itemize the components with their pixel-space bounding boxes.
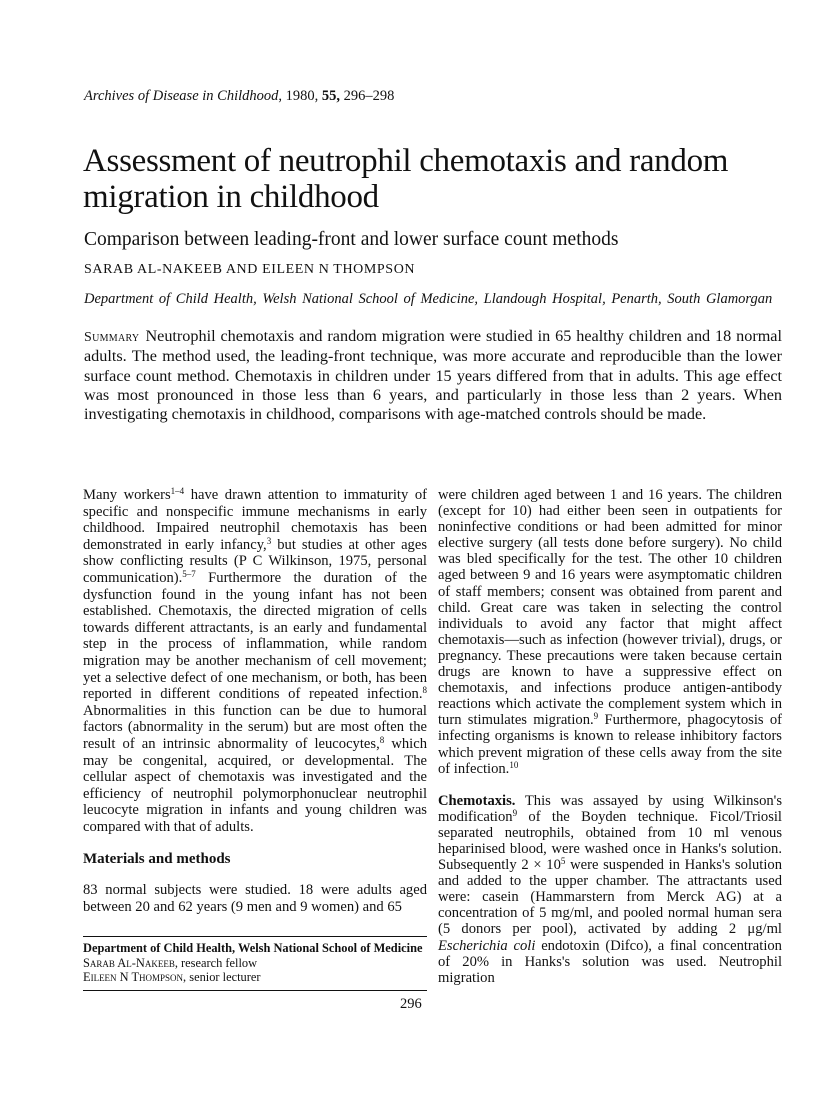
journal-citation: Archives of Disease in Childhood, 1980, 55, 296–298 [84,88,395,104]
footnote-author-2 [83,970,427,985]
footnote-department: Department of Child Health, Welsh National School of Medicine [83,941,423,955]
footnote-author-2-name: Eileen N Thompson, [83,970,187,984]
reference-superscript: 8 [379,734,385,745]
text-run: were suspended in Hanks's solution and added to the upper chamber. The attractants used were: casein (Hammarstern from Merck AG) at a concentration of 5 mg/ml, and pooled normal human sera (5 donors per pool), activated by adding 2 μg/ml [438,857,783,938]
paragraph [438,487,782,777]
reference-superscript: 8 [422,685,427,696]
footnote-author-2-role: senior lecturer [186,970,261,984]
footnote-author-1-name: Sarab Al-Nakeeb, [83,955,178,970]
article-subtitle: Comparison between leading-front and lower surface count methods [84,229,619,250]
run-in-heading: Chemotaxis. [438,792,516,809]
text-run: This was assayed by using Wilkinson's modification [438,792,782,825]
footnote-author-1-role: research fellow [177,955,258,970]
text-run: Furthermore the duration of the dysfunction found in the young infant has not been established. Chemotaxis, the directed migration of cells towards different attractants, is an early and fundamental step in the process of inflammation, while random migration may be another mechanism of cell movement; yet a selective defect of one mechanism, or both, has been reported in different conditions of repeated infection. [83,569,427,703]
paragraph [83,487,427,835]
page-number: 296 [400,996,422,1012]
text-run: endotoxin (Difco), a final concentration of 20% in Hanks's solution was used. Neutrophil migration [438,937,782,986]
text-run: have drawn attention to immaturity of specific and nonspecific immune mechanisms in early childhood. Impaired neutrophil chemotaxis has been demonstrated in early infancy, [83,487,427,553]
reference-superscript: 1–4 [170,486,185,496]
affiliation: Department of Child Health, Welsh National School of Medicine, Llandough Hospital, Penarth, South Glamorgan [84,291,773,307]
summary-text: Neutrophil chemotaxis and random migration were studied in 65 healthy children and 18 normal adults. The method used, the leading-front technique, was more accurate and reproducible than the lower surface count method. Chemotaxis in children under 15 years differed from that in adults. This age effect was most pronounced in those less than 6 years, and particularly in those less than 2 years. When investigating chemotaxis in childhood, comparisons with age-matched controls should be made. [84,327,782,424]
reference-superscript: 9 [593,711,599,722]
text-run: but studies at other ages show conflicting results (P C Wilkinson, 1975, personal communication). [83,536,427,586]
reference-superscript: 5–7 [182,568,196,579]
text-run: 83 normal subjects were studied. 18 were adults aged between 20 and 62 years (9 men and 9 women) and 65 [83,882,427,915]
journal-year: 1980, [285,88,319,104]
right-column [438,487,782,986]
text-run: were children aged between 1 and 16 years. The children (except for 10) had either been seen in outpatients for noninfective conditions or had been admitted for minor elective surgery (all tests done before surgery). No child was bled specifically for the test. The other 10 children aged between 9 and 16 years were asymptomatic children of staff members; consent was obtained from parent and child. Great care was taken in selecting the control individuals to avoid any factor that might affect chemotaxis—such as infection (however trivial), drugs, or pregnancy. These precautions were taken because certain drugs are known to have a suppressive effect on chemotaxis, and infections produce antigen-antibody reactions which activate the complement system which in turn stimulates migration. [438,487,782,729]
paragraph [83,882,427,915]
footnote-author-1 [83,956,427,971]
journal-name: Archives of Disease in Childhood [84,88,279,104]
section-heading [83,851,427,868]
author-list: SARAB AL-NAKEEB AND EILEEN N THOMPSON [84,262,416,277]
text-run: of the Boyden technique. Ficol/Triosil separated neutrophils, obtained from 10 ml venous heparinised blood, were washed once in Hanks's solution. Subsequently 2 × 10 [438,808,782,874]
reference-superscript: 3 [266,535,272,546]
article-title: Assessment of neutrophil chemotaxis and random migration in childhood [83,143,729,215]
summary [84,327,782,424]
italic-text: Escherichia coli [438,937,536,954]
reference-superscript: 9 [512,807,518,818]
text-run: Furthermore, phagocytosis of infecting organisms is known to release inhibitory factors which prevent migration of these cells away from the site of infection. [438,712,782,777]
text-run: Materials and methods [83,851,231,868]
text-run: Many workers [83,487,171,503]
text-run: which may be congenital, acquired, or developmental. The cellular aspect of chemotaxis was investigated and the efficiency of neutrophil polymorphonuclear neutrophil leucocyte migration in infants and young children was compared with that of adults. [83,735,427,835]
text-run: Abnormalities in this function can be due to humoral factors (abnormality in the serum) but are most often the result of an intrinsic abnormality of leucocytes, [83,702,427,752]
summary-label: Summary [84,330,140,345]
author-footnote [83,936,427,991]
journal-volume: 55, [321,88,341,104]
reference-superscript: 10 [509,759,519,770]
journal-pages: 296–298 [343,88,395,104]
reference-superscript: 5 [560,856,566,867]
paragraph [438,793,782,986]
left-column [83,487,427,915]
